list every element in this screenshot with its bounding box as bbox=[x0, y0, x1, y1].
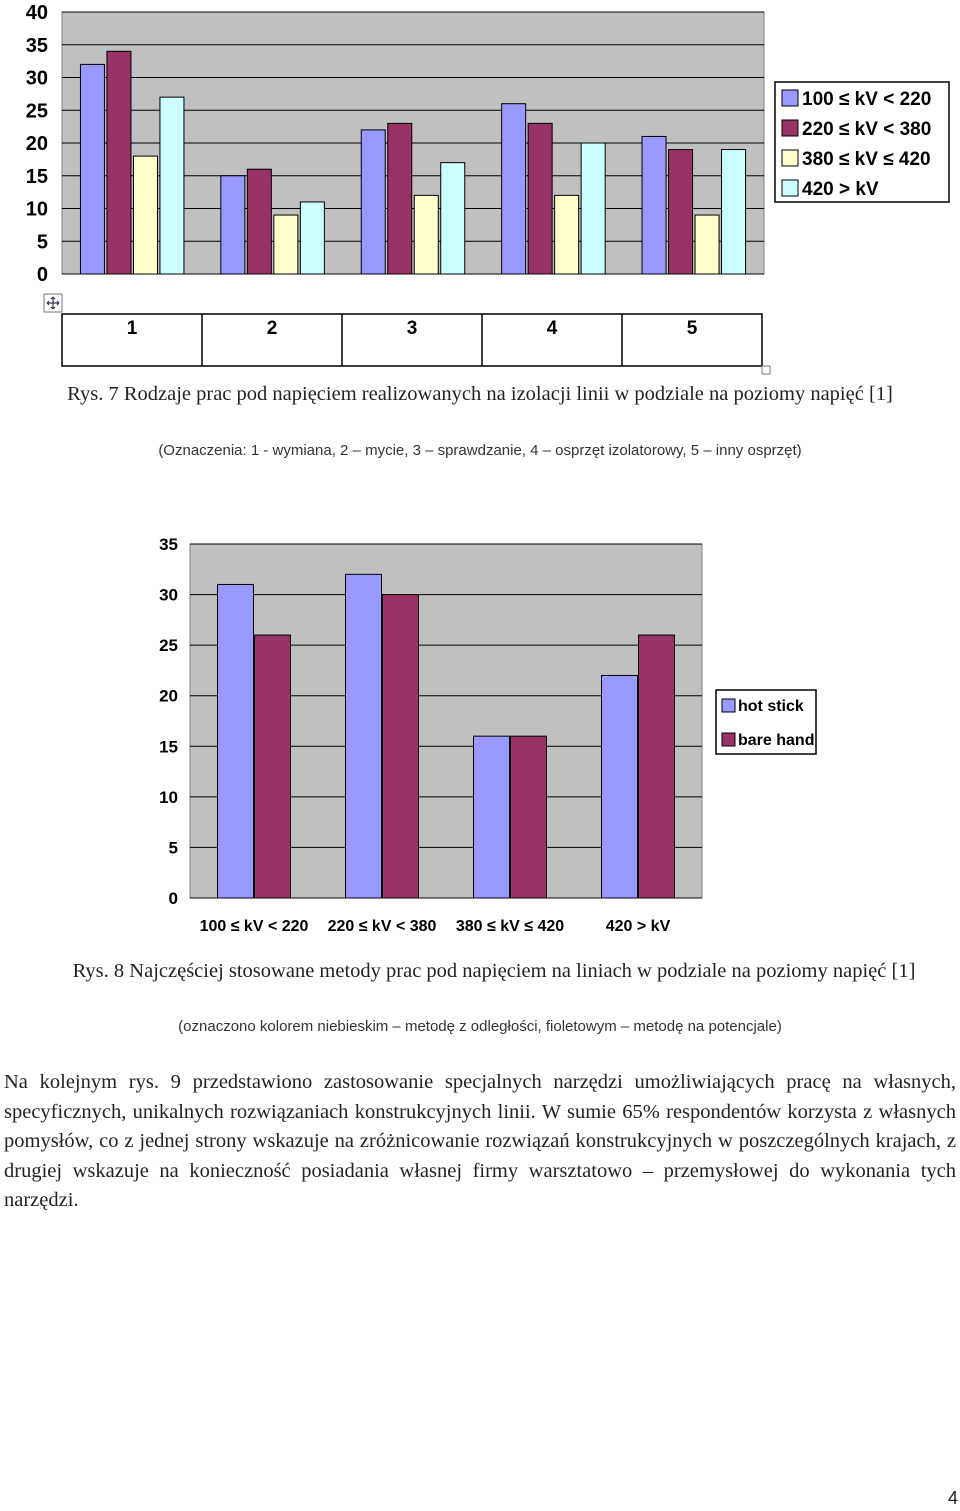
x-tick-label: 380 ≤ kV ≤ 420 bbox=[455, 918, 565, 935]
bar bbox=[642, 136, 666, 274]
page-number: 4 bbox=[947, 1488, 958, 1508]
figure-8-label: Rys. bbox=[72, 960, 109, 982]
bar bbox=[722, 150, 746, 274]
figure-8-note: (oznaczono kolorem niebieskim – metodę z odległości, fioletowym – metodę na potencjale) bbox=[178, 1018, 782, 1035]
legend-swatch bbox=[782, 90, 798, 106]
y-tick-label: 5 bbox=[168, 838, 178, 858]
bar bbox=[581, 143, 605, 274]
bar bbox=[383, 595, 419, 898]
figure-7-label: Rys. bbox=[67, 383, 104, 405]
figure-7-note: (Oznaczenia: 1 - wymiana, 2 – mycie, 3 – sprawdzanie, 4 – osprzęt izolatorowy, 5 – inny osprzęt) bbox=[158, 442, 802, 459]
y-tick-label: 35 bbox=[159, 535, 178, 554]
y-tick-label: 25 bbox=[25, 100, 48, 123]
figure-8-title: 8 Najczęściej stosowane metody prac pod napięciem na liniach w podziale na poziomy napięć [1] bbox=[108, 960, 916, 982]
x-tick-label: 220 ≤ kV < 380 bbox=[327, 918, 437, 935]
y-tick-label: 20 bbox=[159, 686, 178, 706]
x-tick-label: 4 bbox=[546, 318, 558, 339]
bar bbox=[502, 104, 526, 274]
y-tick-label: 5 bbox=[36, 231, 48, 254]
x-tick-label: 5 bbox=[686, 318, 698, 339]
legend-label: 220 ≤ kV < 380 bbox=[802, 119, 932, 140]
legend-label: 420 > kV bbox=[802, 179, 879, 200]
x-tick-label: 100 ≤ kV < 220 bbox=[199, 918, 309, 935]
figure-7-caption bbox=[0, 380, 960, 409]
y-tick-label: 0 bbox=[36, 264, 48, 286]
y-tick-label: 40 bbox=[25, 2, 48, 24]
bar bbox=[602, 675, 638, 898]
y-tick-label: 25 bbox=[159, 636, 178, 656]
bar bbox=[474, 736, 510, 898]
bar bbox=[388, 123, 412, 274]
x-tick-label: 3 bbox=[406, 318, 418, 339]
figure-8-caption bbox=[0, 957, 960, 986]
bar bbox=[639, 635, 675, 898]
bar bbox=[361, 130, 385, 274]
resize-handle-icon[interactable] bbox=[762, 366, 770, 374]
x-tick-label: 420 > kV bbox=[605, 918, 671, 935]
bar bbox=[414, 195, 438, 274]
legend-swatch bbox=[782, 180, 798, 196]
y-tick-label: 10 bbox=[25, 198, 48, 221]
bar bbox=[107, 51, 131, 274]
legend-label: 100 ≤ kV < 220 bbox=[802, 89, 932, 110]
y-tick-label: 30 bbox=[159, 585, 178, 605]
bar bbox=[274, 215, 298, 274]
body-paragraph: Na kolejnym rys. 9 przedstawiono zastosowanie specjalnych narzędzi umożliwiających pracę na własnych, specyficznych, unikalnych rozwiązaniach konstrukcyjnych linii. W sumie 65% respondentów korzysta z własnych pomysłów, co z jednej strony wskazuje na zróżnicowanie rozwiązań konstrukcyjnych w poszczególnych krajach, z drugiej wskazuje na konieczność posiadania własnej firmy warsztatowo – przemysłowej do wykonania tych narzędzi. bbox=[4, 1071, 956, 1211]
legend-swatch bbox=[782, 150, 798, 166]
bar bbox=[441, 163, 465, 274]
legend-swatch bbox=[782, 120, 798, 136]
bar bbox=[528, 123, 552, 274]
y-tick-label: 15 bbox=[159, 737, 178, 757]
bar bbox=[133, 156, 157, 274]
figure-7-title: 7 Rodzaje prac pod napięciem realizowanych na izolacji linii w podziale na poziomy napięć [1] bbox=[103, 383, 893, 405]
y-tick-label: 20 bbox=[25, 133, 48, 155]
bar bbox=[80, 64, 104, 274]
legend-swatch bbox=[722, 699, 735, 712]
legend-label: 380 ≤ kV ≤ 420 bbox=[802, 149, 931, 170]
bar bbox=[555, 195, 579, 274]
chart-work-methods bbox=[0, 525, 960, 955]
x-tick-label: 2 bbox=[266, 318, 278, 339]
bar bbox=[346, 574, 382, 898]
bar bbox=[300, 202, 324, 274]
y-tick-label: 30 bbox=[25, 67, 48, 90]
y-tick-label: 10 bbox=[159, 787, 178, 807]
legend-label: bare hand bbox=[738, 732, 815, 749]
legend-swatch bbox=[722, 733, 735, 746]
bar bbox=[669, 150, 693, 274]
legend-label: hot stick bbox=[738, 698, 804, 715]
x-tick-label: 1 bbox=[126, 318, 138, 339]
bar bbox=[247, 169, 271, 274]
bar bbox=[218, 584, 254, 898]
move-handle-icon[interactable] bbox=[44, 294, 62, 312]
y-tick-label: 35 bbox=[25, 34, 48, 57]
bar bbox=[695, 215, 719, 274]
bar bbox=[160, 97, 184, 274]
bar bbox=[255, 635, 291, 898]
bar bbox=[511, 736, 547, 898]
bar bbox=[221, 176, 245, 274]
y-tick-label: 15 bbox=[25, 165, 48, 188]
y-tick-label: 0 bbox=[168, 889, 178, 908]
chart-voltage-work-types bbox=[0, 0, 960, 380]
